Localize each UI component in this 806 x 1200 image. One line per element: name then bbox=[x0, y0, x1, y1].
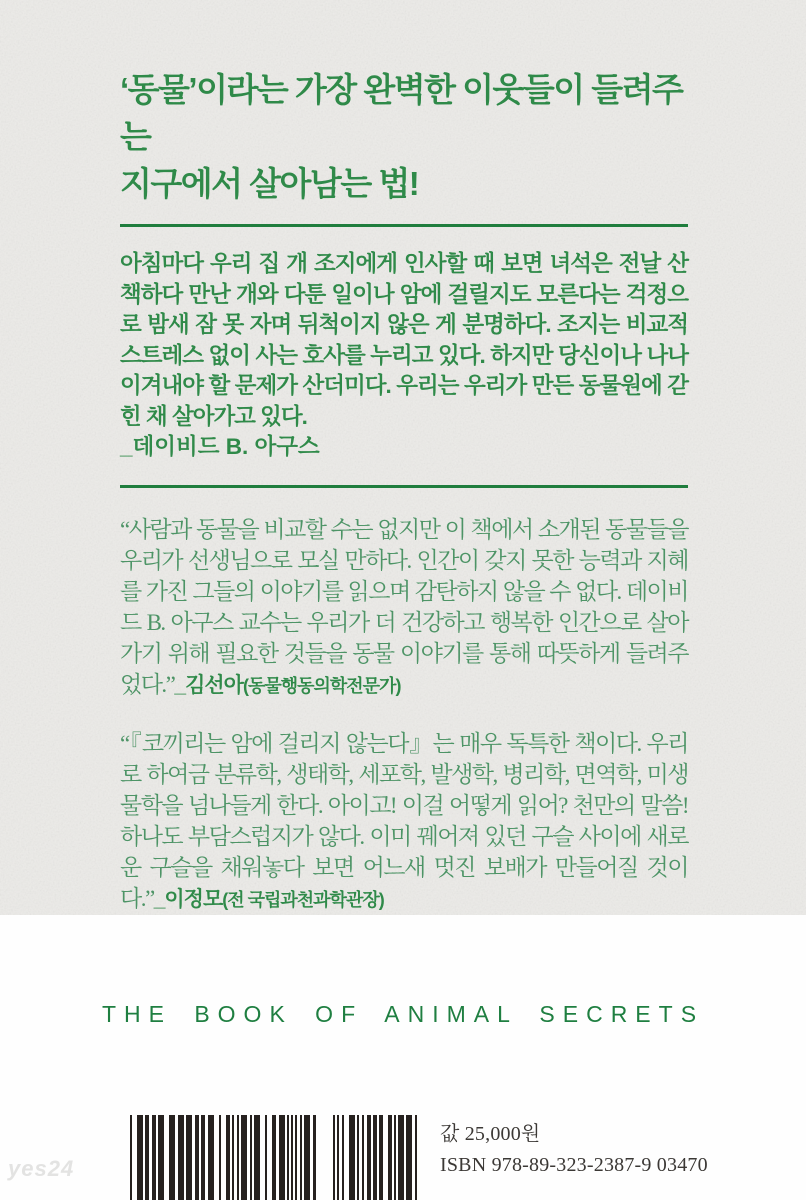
headline bbox=[120, 66, 688, 207]
barcode-bars-left bbox=[130, 1115, 316, 1200]
intro-text: 아침마다 우리 집 개 조지에게 인사할 때 보면 녀석은 전날 산책하다 만난 개와 다툰 일이나 암에 걸릴지도 모른다는 걱정으로 밤새 잠 못 자며 뒤척이지 않은 게 분명하다. 조지는 비교적 스트레스 없이 사는 호사를 누리고 있다. 하지만 당신이나 나나 이겨내야 할 문제가 산더미다. 우리는 우리가 만든 동물원에 갇힌 채 살아가고 있다. bbox=[120, 251, 688, 429]
author-intro-paragraph bbox=[120, 249, 688, 463]
quote-attribution-role: (전 국립과천과학관장) bbox=[222, 889, 384, 910]
intro-attribution: _데이비드 B. 아구스 bbox=[120, 434, 320, 459]
quote-attribution-role: (동물행동의학전문가) bbox=[242, 675, 401, 696]
barcode-row bbox=[130, 1115, 708, 1200]
headline-line2: 지구에서 살아남는 법! bbox=[120, 165, 419, 202]
barcode-gap bbox=[316, 1115, 333, 1200]
quote-attribution-name: _이정모 bbox=[153, 887, 223, 911]
endorsement-quote-1 bbox=[120, 514, 688, 702]
endorsement-quote-2 bbox=[120, 728, 688, 916]
headline-line1: ‘동물’이라는 가장 완벽한 이웃들이 들려주는 bbox=[120, 71, 683, 155]
cover-lower-area bbox=[0, 915, 806, 1200]
divider-top bbox=[120, 224, 688, 227]
quote-text: “『코끼리는 암에 걸리지 않는다』는 매우 독특한 책이다. 우리로 하여금 분류학, 생태학, 세포학, 발생학, 병리학, 면역학, 미생물학을 넘나들게 한다. 아이고! 이걸 어떻게 읽어? 천만의 말씀! 하나도 부담스럽지가 않다. 이미 꿰어져 있던 구슬 사이에 새로운 구슬을 채워놓다 보면 어느새 멋진 보배가 만들어질 것이다.” bbox=[120, 730, 688, 911]
quote-attribution-name: _김선아 bbox=[174, 673, 243, 697]
bookstore-watermark: yes24 bbox=[8, 1156, 75, 1181]
barcode-bars-right bbox=[333, 1115, 417, 1200]
price-label: 값 25,000원 bbox=[440, 1123, 541, 1145]
quote-text: “사람과 동물을 비교할 수는 없지만 이 책에서 소개된 동물들을 우리가 선생님으로 모실 만하다. 인간이 갖지 못한 능력과 지혜를 가진 그들의 이야기를 읽으며 감탄하지 않을 수 없다. 데이비드 B. 아구스 교수는 우리가 더 건강하고 행복한 인간으로 살아가기 위해 필요한 것들을 동물 이야기를 통해 따뜻하게 들려주었다.” bbox=[120, 516, 688, 697]
isbn-label: ISBN 978-89-323-2387-9 03470 bbox=[440, 1154, 708, 1176]
english-series-title: THE BOOK OF ANIMAL SECRETS bbox=[101, 1001, 705, 1027]
barcode bbox=[130, 1115, 417, 1200]
divider-bottom bbox=[120, 485, 688, 488]
price-isbn-block bbox=[440, 1115, 708, 1181]
